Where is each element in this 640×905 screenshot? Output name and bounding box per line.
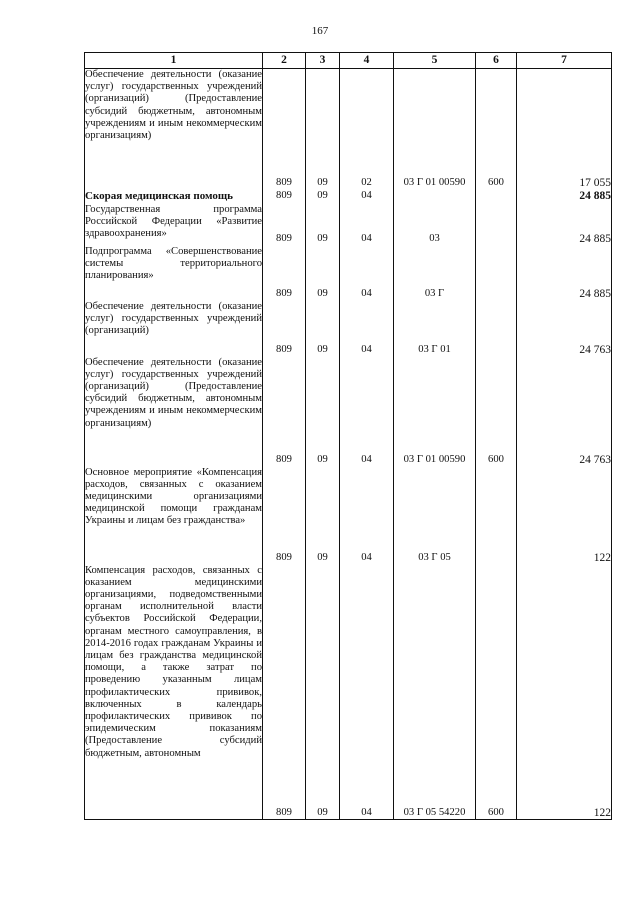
cell-subsection: 04 <box>340 301 394 357</box>
cell-expense-type: 600 <box>476 357 517 467</box>
row-name: Государственная программа Российской Федерации «Развитие здравоохранения» <box>85 204 263 246</box>
cell-expense-type <box>476 246 517 301</box>
cell-department: 809 <box>263 467 306 565</box>
cell-subsection: 04 <box>340 467 394 565</box>
cell-department: 809 <box>263 565 306 820</box>
cell-subsection: 04 <box>340 357 394 467</box>
cell-target-article: 03 Г 01 <box>394 301 476 357</box>
table-row <box>85 246 612 301</box>
cell-department: 809 <box>263 246 306 301</box>
cell-amount: 122 <box>517 565 612 820</box>
cell-section: 09 <box>306 204 340 246</box>
row-name: Основное мероприятие «Компенсация расходов, связанных с оказанием медицинскими организациями медицинской помощи гражданам Украины и лицам без гражданства» <box>85 467 263 565</box>
cell-amount: 24 763 <box>517 301 612 357</box>
cell-expense-type: 600 <box>476 565 517 820</box>
cell-section: 09 <box>306 190 340 204</box>
cell-target-article: 03 Г 05 54220 <box>394 565 476 820</box>
row-name: Компенсация расходов, связанных с оказанием медицинскими организациями, подведомственными органам исполнительной власти субъектов Российской Федерации, органам местного самоуправления, в 2014-2016 годах гражданам Украины и лицам без гражданства медицинской помощи, а также затрат по проведению указанным лицам профилактических прививок, включенных в календарь профилактических прививок по эпидемическим показаниям (Предоставление субсидий бюджетным, автономным <box>85 565 263 820</box>
row-name: Обеспечение деятельности (оказание услуг) государственных учреждений (организаций) <box>85 301 263 357</box>
table-row <box>85 69 612 190</box>
column-header: 4 <box>340 53 394 69</box>
cell-amount: 24 885 <box>517 190 612 204</box>
row-name: Скорая медицинская помощь <box>85 190 263 204</box>
cell-target-article: 03 <box>394 204 476 246</box>
column-header: 2 <box>263 53 306 69</box>
table-row <box>85 301 612 357</box>
table-row <box>85 204 612 246</box>
cell-department: 809 <box>263 190 306 204</box>
cell-subsection: 02 <box>340 69 394 190</box>
cell-expense-type: 600 <box>476 69 517 190</box>
cell-department: 809 <box>263 69 306 190</box>
cell-amount: 17 055 <box>517 69 612 190</box>
row-name: Обеспечение деятельности (оказание услуг) государственных учреждений (организаций) (Предоставление субсидий бюджетным, автономным учреждениям и иным некоммерческим организациям) <box>85 357 263 467</box>
page-number: 167 <box>311 25 329 37</box>
cell-section: 09 <box>306 301 340 357</box>
header-row <box>85 53 612 69</box>
row-name: Обеспечение деятельности (оказание услуг) государственных учреждений (организаций) (Предоставление субсидий бюджетным, автономным учреждениям и иным некоммерческим организациям) <box>85 69 263 190</box>
cell-subsection: 04 <box>340 204 394 246</box>
cell-section: 09 <box>306 246 340 301</box>
cell-subsection: 04 <box>340 246 394 301</box>
cell-section: 09 <box>306 467 340 565</box>
cell-section: 09 <box>306 69 340 190</box>
cell-department: 809 <box>263 204 306 246</box>
cell-department: 809 <box>263 357 306 467</box>
cell-amount: 24 763 <box>517 357 612 467</box>
cell-expense-type <box>476 190 517 204</box>
cell-expense-type <box>476 467 517 565</box>
column-header: 6 <box>476 53 517 69</box>
cell-amount: 24 885 <box>517 204 612 246</box>
cell-department: 809 <box>263 301 306 357</box>
table-row <box>85 357 612 467</box>
cell-target-article: 03 Г 01 00590 <box>394 69 476 190</box>
cell-target-article <box>394 190 476 204</box>
cell-target-article: 03 Г <box>394 246 476 301</box>
budget-table <box>84 52 612 820</box>
row-name: Подпрограмма «Совершенствование системы территориального планирования» <box>85 246 263 301</box>
cell-subsection: 04 <box>340 565 394 820</box>
cell-amount: 24 885 <box>517 246 612 301</box>
cell-subsection: 04 <box>340 190 394 204</box>
column-header: 1 <box>85 53 263 69</box>
table-row <box>85 467 612 565</box>
column-header: 3 <box>306 53 340 69</box>
cell-section: 09 <box>306 565 340 820</box>
cell-target-article: 03 Г 01 00590 <box>394 357 476 467</box>
cell-expense-type <box>476 301 517 357</box>
cell-section: 09 <box>306 357 340 467</box>
table-row <box>85 190 612 204</box>
cell-expense-type <box>476 204 517 246</box>
cell-amount: 122 <box>517 467 612 565</box>
table-row <box>85 565 612 820</box>
cell-target-article: 03 Г 05 <box>394 467 476 565</box>
column-header: 5 <box>394 53 476 69</box>
column-header: 7 <box>517 53 612 69</box>
